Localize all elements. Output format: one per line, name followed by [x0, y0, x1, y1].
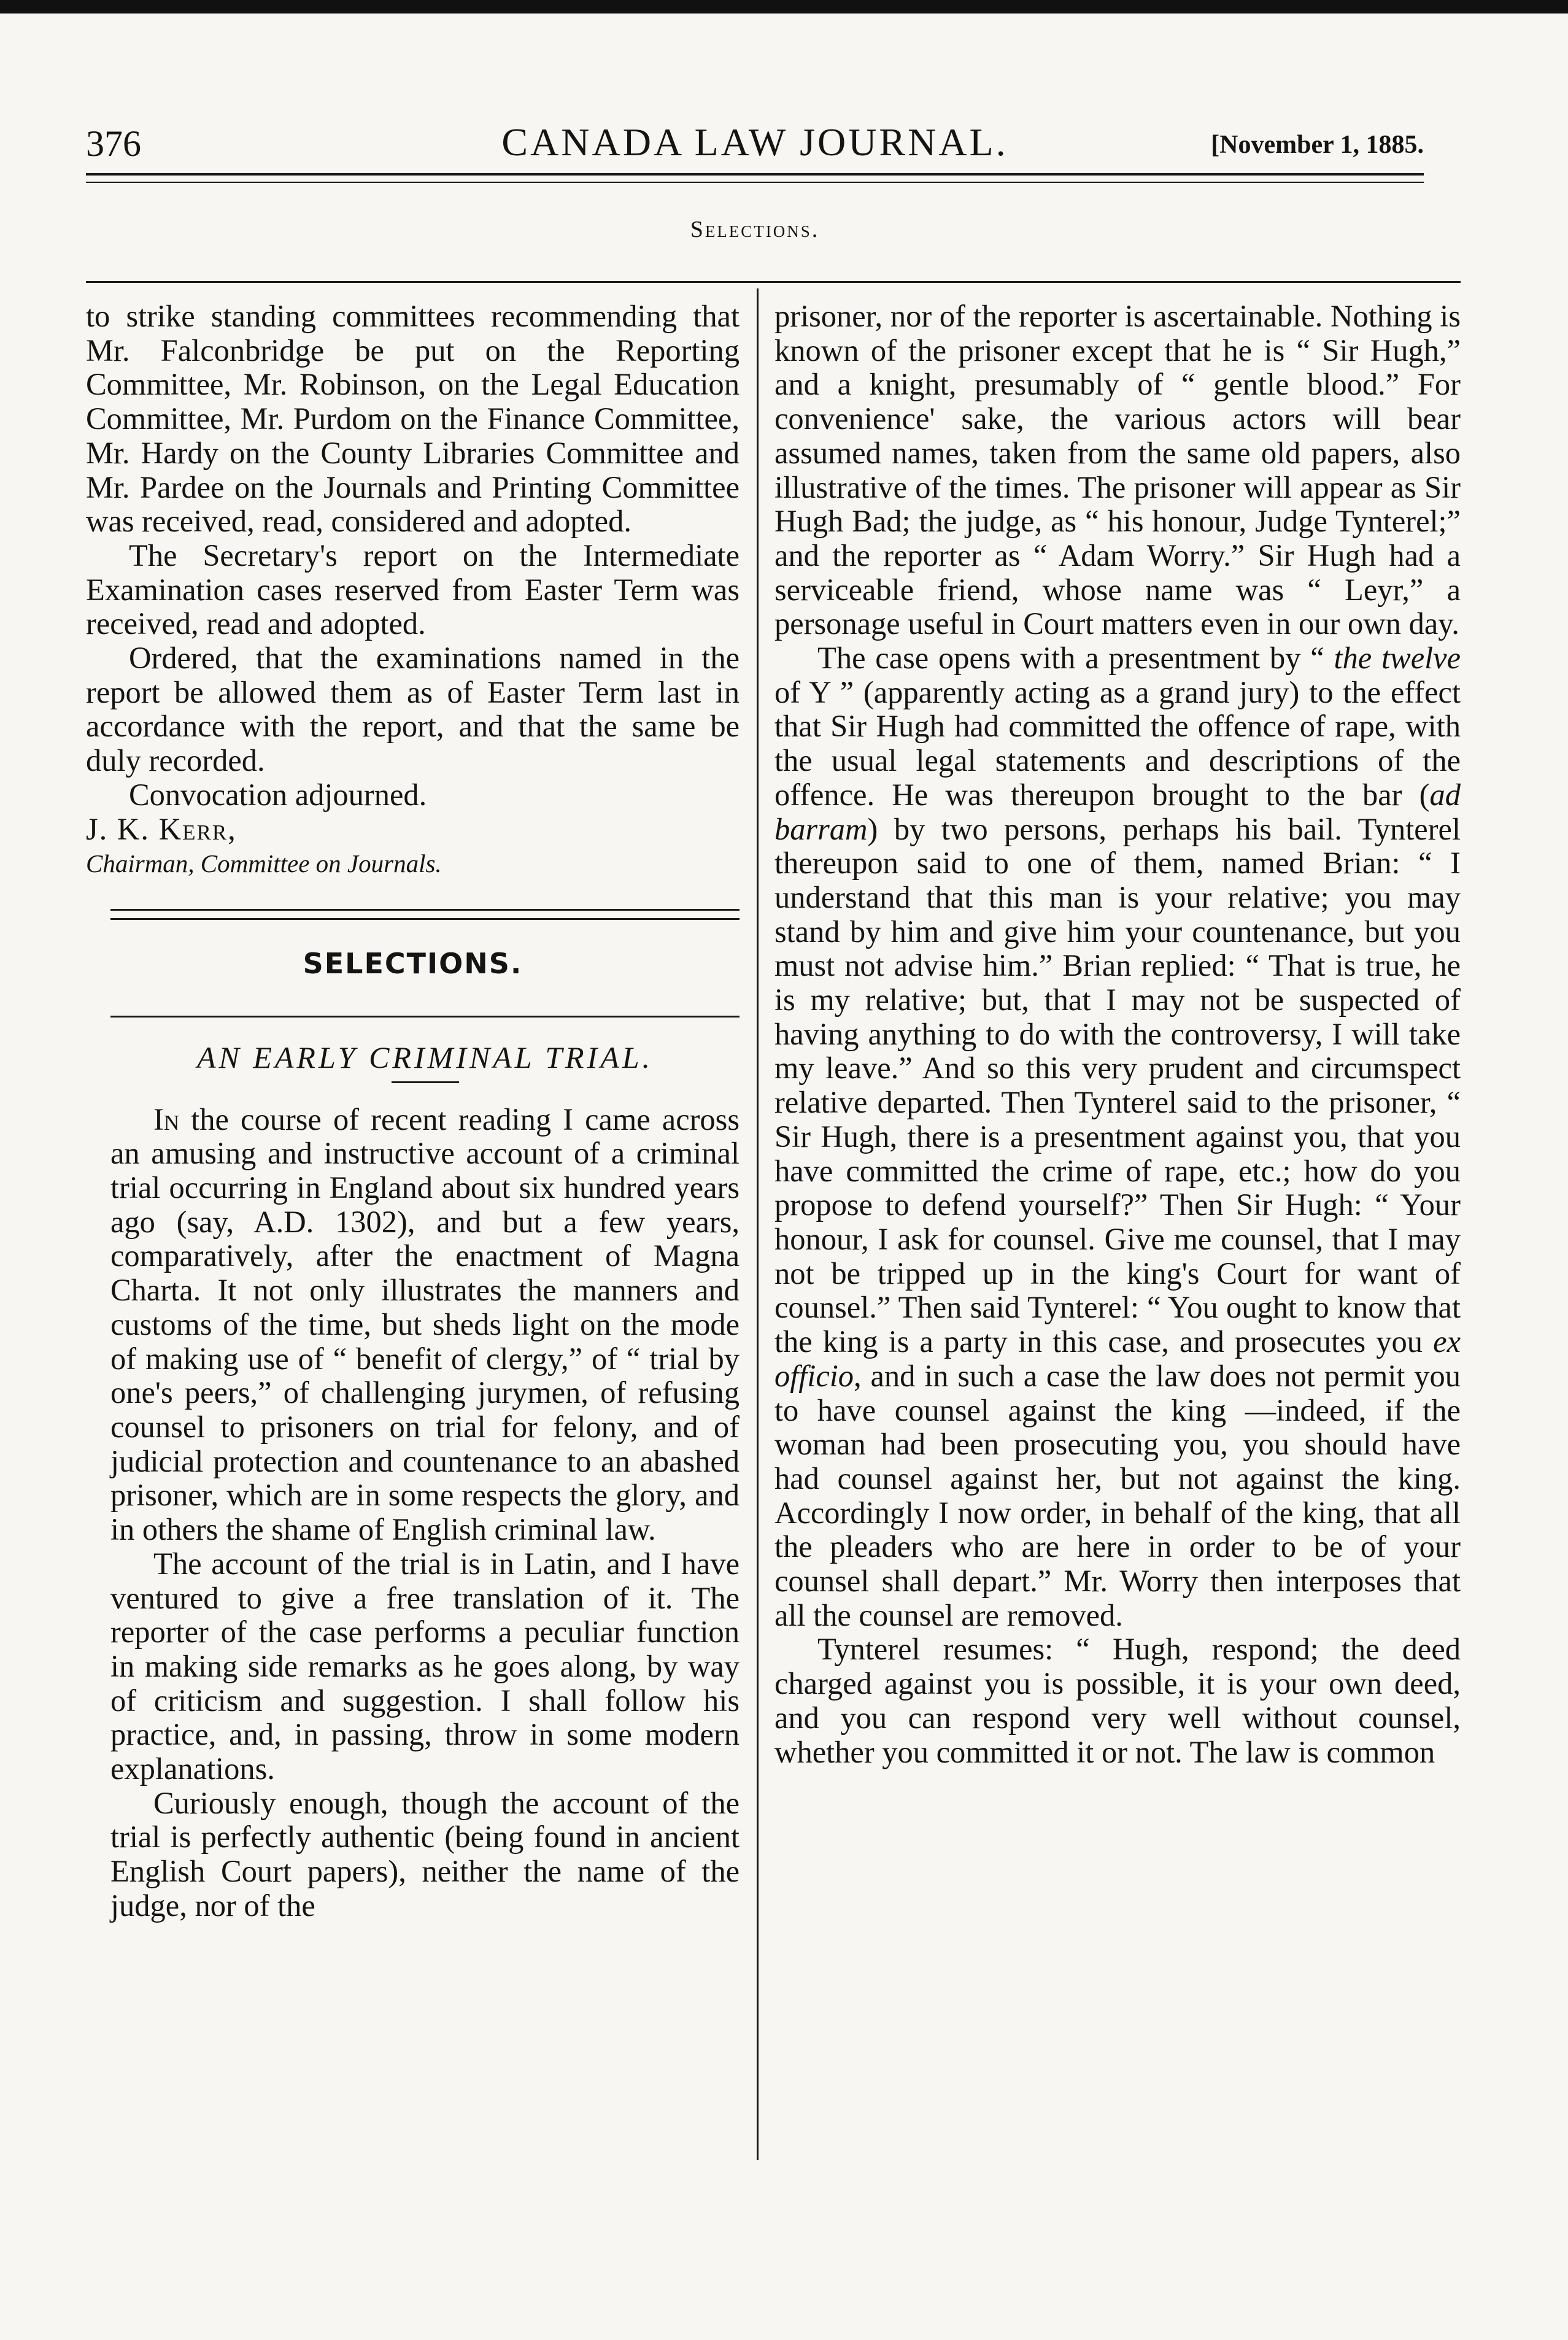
page-number: 376 — [86, 123, 141, 164]
paragraph — [86, 1103, 740, 1547]
scan-edge — [0, 0, 1568, 14]
section-title: SELECTIONS. — [303, 947, 523, 981]
paragraph-text: The case opens with a presentment by “ — [817, 641, 1334, 676]
italic-text: ex officio — [774, 1324, 1461, 1393]
article-body — [86, 1103, 740, 1923]
paragraph-text: the course of recent reading I came across an amusing and instructive account of a criminal trial occurring in England about six hundred years ago (say, A.D. 1302), and but a few years, comparatively, after the enactment of Magna Charta. It not only illustrates the manners and customs of the time, but sheds light on the mode of making use of “ benefit of clergy,” of “ trial by one's peers,” of challenging jurymen, of refusing counsel to prisoners on trial for felony, and of judicial protection and countenance to an abashed prisoner, which are in some respects the glory, and in others the shame of English criminal law. — [110, 1102, 740, 1547]
paragraph: Convocation adjourned. — [129, 777, 427, 812]
journal-title: CANADA LAW JOURNAL. — [501, 120, 1008, 164]
header-rule-top — [86, 173, 1424, 176]
paragraph — [774, 641, 1461, 1632]
dropcap-word: In — [153, 1102, 180, 1137]
column-top-rule — [86, 281, 1461, 283]
running-head: Selections. — [690, 217, 820, 242]
paragraph: prisoner, nor of the reporter is ascertainable. Nothing is known of the prisoner except that he is “ Sir Hugh,” and a knight, presumably of “ gentle blood.” For convenience' sake, the various actors will bear assumed names, taken from the same old papers, also illustrative of the times. The prisoner will appear as Sir Hugh Bad; the judge, as “ his honour, Judge Tynterel;” and the reporter as “ Adam Worry.” Sir Hugh had a serviceable friend, whose name was “ Leyr,” a personage useful in Court matters even in our own day. — [774, 299, 1461, 641]
paragraph: to strike standing committees recommending that Mr. Falconbridge be put on the Reporting Committee, Mr. Robinson, on the Legal Education Committee, Mr. Purdom on the Finance Committee, Mr. Hardy on the County Libraries Committee and Mr. Pardee on the Journals and Printing Committee was received, read, considered and adopted. — [86, 299, 740, 539]
page-header — [86, 117, 1424, 172]
title-rule — [392, 1081, 459, 1083]
paragraph-text: ) by two persons, perhaps his bail. Tynterel thereupon said to one of them, named Brian: “ I understand that this man is your relative; you may stand by him and give him your countenance, but you must not advise him.” Brian replied: “ That is true, he is my relative; but, that I may not be suspected of having anything to do with the controversy, I will take my leave.” And so this very prudent and circumspect relative departed. Then Tynterel said to the prisoner, “ Sir Hugh, there is a presentment against you, that you have committed the crime of rape, etc.; how do you propose to defend yourself?” Then Sir Hugh: “ Your honour, I ask for counsel. Give me counsel, that I may not be tripped up in the king's Court for want of counsel.” Then said Tynterel: “ You ought to know that the king is a party in this case, and prosecutes you — [774, 811, 1461, 1359]
paragraph: Tynterel resumes: “ Hugh, respond; the deed charged against you is possible, it is your own deed, and you can respond very well without counsel, whether you committed it or not. The law is common — [774, 1632, 1461, 1769]
paragraph: Ordered, that the examinations named in the report be allowed them as of Easter Term last in accordance with the report, and that the same be duly recorded. — [86, 641, 740, 778]
column-divider — [757, 288, 759, 2160]
paragraph: The Secretary's report on the Intermediate Examination cases reserved from Easter Term was received, read and adopted. — [86, 538, 740, 641]
article-title: AN EARLY CRIMINAL TRIAL. — [196, 1040, 654, 1075]
paragraph-text: , and in such a case the law does not permit you to have counsel against the king —indeed, if the woman had been prosecuting you, you should have had counsel against her, but not against the king. Accordingly I now order, in behalf of the king, that all the pleaders who are here in order to be of your counsel shall depart.” Mr. Worry then interposes that all the counsel are removed. — [774, 1358, 1461, 1632]
italic-text: the twelve — [1334, 641, 1461, 676]
right-column — [774, 299, 1461, 1769]
italic-text: ad barram — [774, 777, 1461, 846]
header-rule-bottom — [86, 182, 1424, 183]
signature-title: Chairman, Committee on Journals. — [86, 849, 442, 878]
signature: J. K. Kerr, — [86, 811, 237, 846]
article-rule — [110, 1016, 740, 1017]
section-rule — [110, 909, 740, 920]
left-column — [86, 299, 740, 1923]
paragraph: Curiously enough, though the account of the trial is perfectly authentic (being found in ancient English Court papers), neither the name of the judge, nor of the — [110, 1785, 740, 1923]
issue-date: [November 1, 1885. — [1211, 131, 1424, 159]
paragraph-text: of Y ” (apparently acting as a grand jury) to the effect that Sir Hugh had committed the offence of rape, with the usual legal statements and descriptions of the offence. He was thereupon brought to the bar ( — [774, 674, 1461, 812]
paragraph: The account of the trial is in Latin, and I have ventured to give a free translation of it. The reporter of the case performs a peculiar function in making side remarks as he goes along, by way of criticism and suggestion. I shall follow his practice, and, in passing, throw in some modern explanations. — [110, 1546, 740, 1786]
